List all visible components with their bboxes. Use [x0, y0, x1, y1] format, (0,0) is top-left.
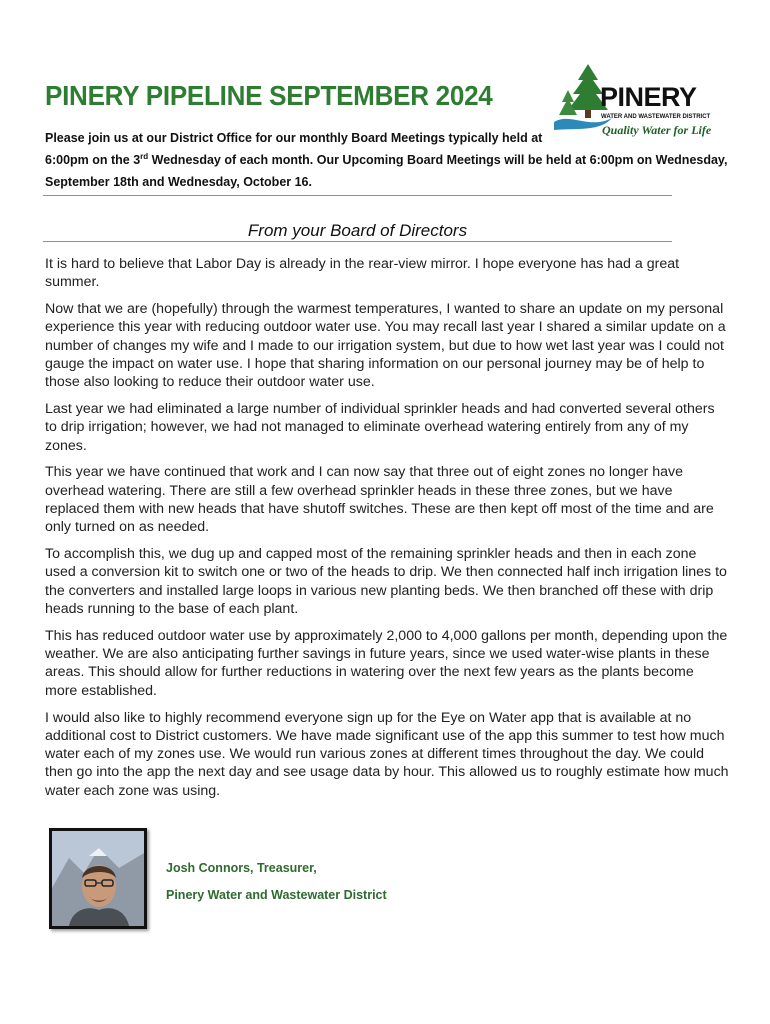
article-body — [45, 255, 730, 809]
portrait-image — [49, 828, 147, 929]
signature-block — [166, 855, 387, 909]
logo-subtitle: WATER AND WASTEWATER DISTRICT — [601, 114, 711, 120]
paragraph: Last year we had eliminated a large number of individual sprinkler heads and had converted several others to drip irrigation; however, we had not managed to eliminate overhead watering entirely from any of my zones. — [45, 401, 715, 454]
meeting-line-3: September 18th and Wednesday, October 16. — [45, 175, 312, 189]
pinery-logo — [550, 60, 730, 140]
paragraph: Now that we are (hopefully) through the warmest temperatures, I wanted to share an update on my personal experience this year with reducing outdoor water use. You may recall last year I shared a similar update on a number of changes my wife and I made to our irrigation system, but due to how wet last year was I could not gauge the impact on water use. I hope that sharing information on our personal journey may be of help to those also looking to reduce their outdoor water use. — [45, 301, 726, 391]
signature-organization: Pinery Water and Wastewater District — [166, 888, 387, 902]
section-heading-text: From your Board of Directors — [247, 221, 468, 240]
logo-tagline: Quality Water for Life — [602, 123, 712, 137]
newsletter-title: PINERY PIPELINE SEPTEMBER 2024 — [45, 80, 493, 111]
meeting-line-2-start: 6:00pm on the 3 — [45, 153, 141, 167]
author-photo — [49, 828, 147, 929]
meeting-line-2 — [45, 149, 745, 171]
signature-name: Josh Connors, Treasurer, — [166, 861, 317, 875]
paragraph: It is hard to believe that Labor Day is already in the rear-view mirror. I hope everyone has had a great summer. — [45, 256, 680, 291]
ordinal-suffix: rd — [140, 151, 149, 161]
paragraph: This has reduced outdoor water use by approximately 2,000 to 4,000 gallons per month, depending upon the weather. We are also anticipating further savings in future years, since we used water-wise plants in these areas. This should allow for further reductions in watering over the next few years as the plants become more established. — [45, 627, 728, 699]
meeting-line-2-end: Wednesday of each month. Our Upcoming Board Meetings will be held at 6:00pm on Wednesday, — [148, 153, 728, 167]
paragraph: This year we have continued that work and I can now say that three out of eight zones no longer have overhead watering. There are still a few overhead sprinkler heads in these three zones, but we have replaced them with new heads that have shutoff switches. These are then kept off most of the time and are only turned on as needed. — [45, 464, 714, 536]
meeting-line-1: Please join us at our District Office for our monthly Board Meetings typically held at — [45, 131, 543, 145]
section-heading — [43, 221, 672, 242]
paragraph: I would also like to highly recommend everyone sign up for the Eye on Water app that is available at no additional cost to District customers. We have made significant use of the app this summer to test how much water each of my zones use. We would run various zones at different times throughout the day. We could then go into the app the next day and see usage data by hour. This allowed us to roughly estimate how much water each zone was using. — [45, 709, 729, 799]
header-divider — [43, 195, 672, 196]
paragraph: To accomplish this, we dug up and capped most of the remaining sprinkler heads and then in each zone used a conversion kit to switch one or two of the heads to drip. We then connected half inch irrigation lines to the converters and installed large loops in various new planting beds. We then branched off these with drip heads running to the base of each plant. — [45, 546, 727, 618]
logo-wordmark: PINERY — [600, 82, 697, 112]
